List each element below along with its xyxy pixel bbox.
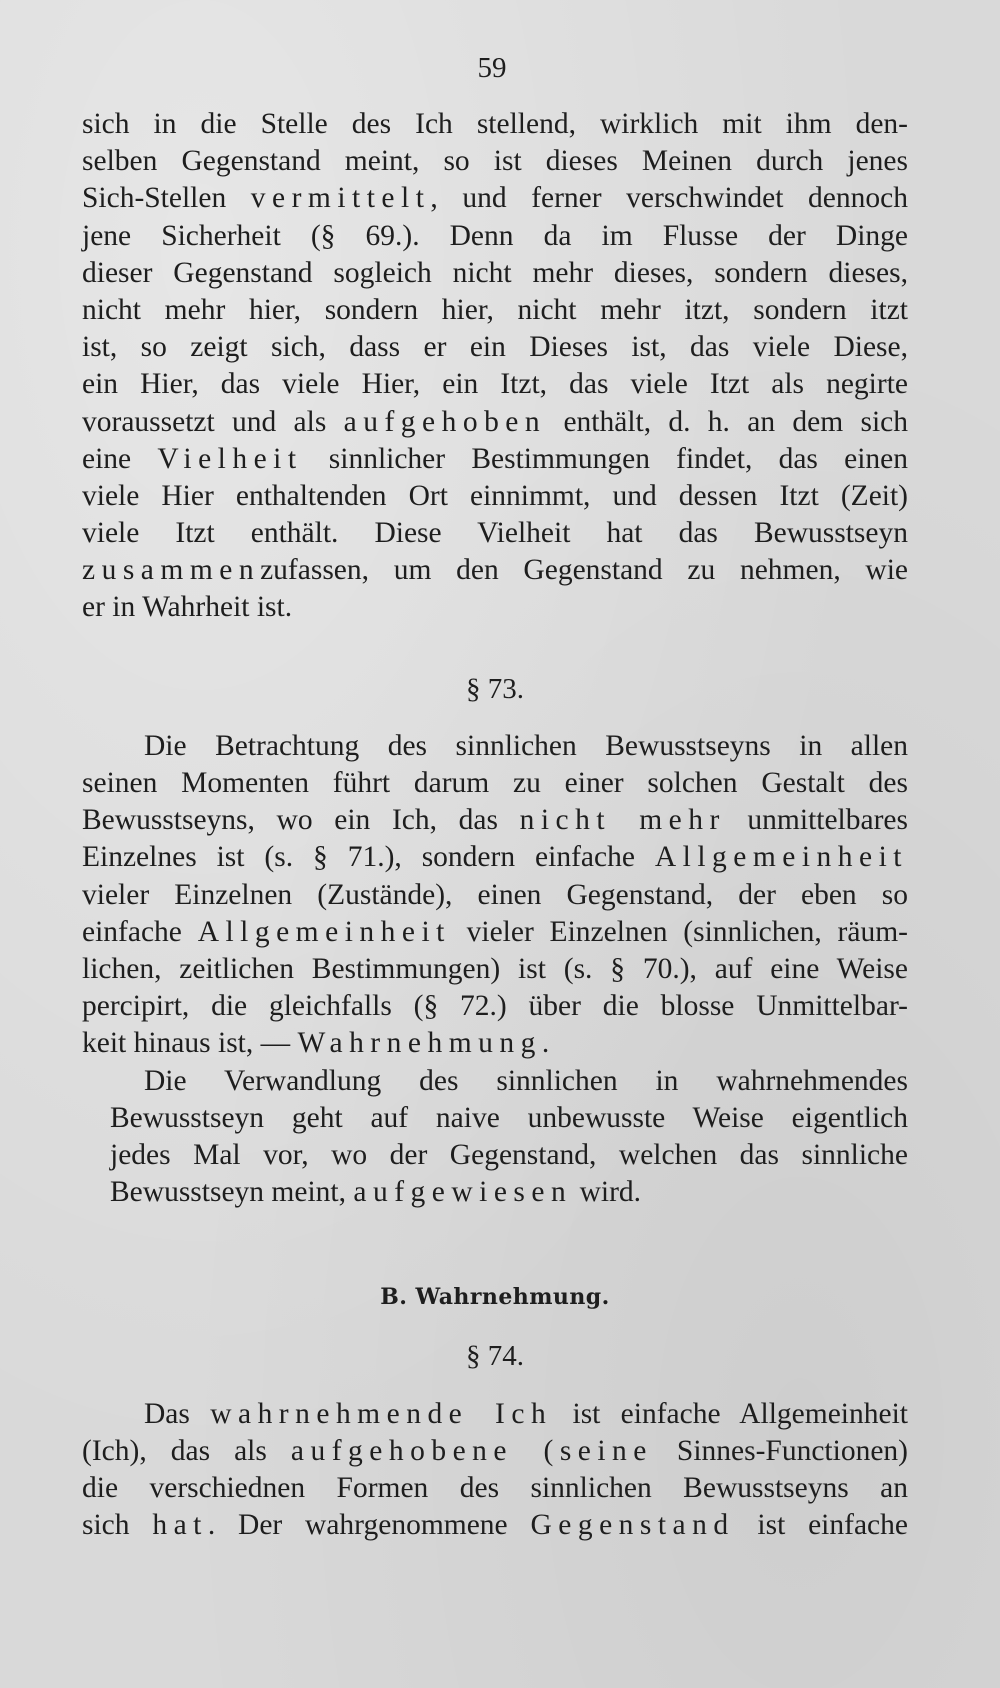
text-run: enthält, d. h. an dem sich [546,405,908,438]
text-run: viele Itzt enthält. Diese Vielheit hat das Bewusstseyn [82,517,908,550]
text-run: unmittelbares [725,804,908,837]
text-line [82,180,908,217]
text-line [82,329,908,366]
emphasized-text: aufgehobene (seine [290,1434,653,1467]
text-line [82,218,908,255]
text-run: sich [82,1509,153,1542]
text-run: sinnlicher Bestimmungen findet, das einen [302,442,908,475]
text-line [82,552,908,589]
text-run: jene Sicherheit (§ 69.). Denn da im Flusse der Dinge [82,219,908,252]
text-run: er in Wahrheit ist. [82,591,293,624]
emphasized-text: Vielheit [157,442,303,475]
text-line [82,802,908,839]
text-line [82,589,908,626]
text-line [82,1025,908,1062]
section-heading-74: § 74. [466,1340,524,1373]
emphasized-text: Allgemeinheit [654,841,908,874]
text-run: ist einfache Allgemeinheit [552,1397,908,1430]
emphasized-text: Gegenstand [530,1509,735,1542]
text-line [82,765,908,802]
text-run: Bewusstseyns, wo ein Ich, das [82,804,520,837]
text-line [82,951,908,988]
text-line [82,1100,908,1137]
text-run: einfache [82,915,198,948]
text-line [82,441,908,478]
text-run: Bewusstseyn geht auf naive unbewusste Weise eigentlich [110,1101,908,1134]
text-line [82,404,908,441]
text-run: keit hinaus ist, — [82,1027,298,1060]
text-run: die verschiednen Formen des sinnlichen Bewusstseyns an [82,1472,908,1504]
text-line [82,877,908,914]
text-run: . Der wahrgenommene [207,1509,531,1542]
text-line [82,728,908,765]
text-line [82,1174,908,1211]
paragraph-section-73-remark [82,1063,908,1212]
text-run: Sich-Stellen [82,182,251,215]
page-number: 59 [477,52,507,84]
emphasized-text: vermittelt [250,182,431,215]
text-line [82,1063,908,1100]
text-line [82,255,908,292]
text-run: eine [82,442,158,475]
text-line [82,106,908,143]
emphasized-text: Allgemeinheit [197,915,451,948]
text-run: ist, so zeigt sich, dass er ein Dieses ist, das viele Diese, [82,331,908,364]
text-run: Einzelnes ist (s. § 71.), sondern einfache [82,841,655,874]
text-line [82,914,908,951]
text-line [82,515,908,552]
text-line [82,366,908,403]
text-line [82,1470,908,1507]
emphasized-text: wahrnehmende Ich [210,1397,553,1430]
text-run: Das [144,1397,211,1430]
section-heading-73: § 73. [466,672,524,705]
text-run: Die Betrachtung des sinnlichen Bewusstseyns in allen [144,729,908,762]
paragraph-section-73 [82,728,908,1063]
emphasized-text: Wahrnehmung [297,1027,542,1060]
emphasized-text: zusammen [82,554,261,587]
text-run: ein Hier, das viele Hier, ein Itzt, das viele Itzt als negirte [82,368,908,401]
text-run: voraussetzt und als [82,405,344,438]
text-line [82,1137,908,1174]
text-run: viele Hier enthaltenden Ort einnimmt, und dessen Itzt (Zeit) [82,479,908,512]
text-run: (Ich), das als [82,1434,291,1467]
text-run: nicht mehr hier, sondern hier, nicht mehr itzt, sondern itzt [82,293,908,326]
text-run: sich in die Stelle des Ich stellend, wirklich mit ihm den- [82,108,908,140]
text-line [82,1433,908,1470]
text-run: percipirt, die gleichfalls (§ 72.) über die blosse Unmittelbar- [82,990,908,1023]
text-run: selben Gegenstand meint, so ist dieses Meinen durch jenes [82,145,908,178]
text-line [82,1507,908,1544]
text-run: Die Verwandlung des sinnlichen in wahrnehmendes [144,1064,908,1097]
chapter-subheading: B. Wahrnehmung. [380,1284,610,1311]
text-run: Bewusstseyn meint, [110,1176,354,1209]
text-line [82,478,908,515]
text-run: , und ferner verschwindet dennoch [430,182,908,215]
paragraph-section-74 [82,1396,908,1545]
emphasized-text: nicht mehr [519,804,726,837]
text-run: vieler Einzelnen (sinnlichen, räum- [450,915,908,948]
text-line [82,292,908,329]
text-run: zufassen, um den Gegenstand zu nehmen, wie [260,554,908,587]
text-run: jedes Mal vor, wo der Gegenstand, welchen das sinnliche [110,1138,908,1171]
text-run: wird. [572,1176,642,1209]
text-line [82,1396,908,1433]
text-line [82,143,908,180]
text-line [82,988,908,1025]
text-run: seinen Momenten führt darum zu einer solchen Gestalt des [82,767,908,799]
text-line [82,839,908,876]
emphasized-text: aufgewiesen [353,1176,573,1209]
text-run: ist einfache [734,1509,908,1542]
emphasized-text: aufgehoben [343,405,547,438]
text-run: Sinnes-Functionen) [652,1434,908,1467]
page-body [82,106,908,1544]
text-run: vieler Einzelnen (Zustände), einen Gegenstand, der eben so [82,878,908,911]
paragraph-continuation [82,106,908,627]
text-run: lichen, zeitlichen Bestimmungen) ist (s. § 70.), auf eine Weise [82,952,908,985]
text-run: dieser Gegenstand sogleich nicht mehr dieses, sondern dieses, [82,256,908,289]
emphasized-text: hat [152,1509,208,1542]
text-run: . [541,1027,550,1060]
